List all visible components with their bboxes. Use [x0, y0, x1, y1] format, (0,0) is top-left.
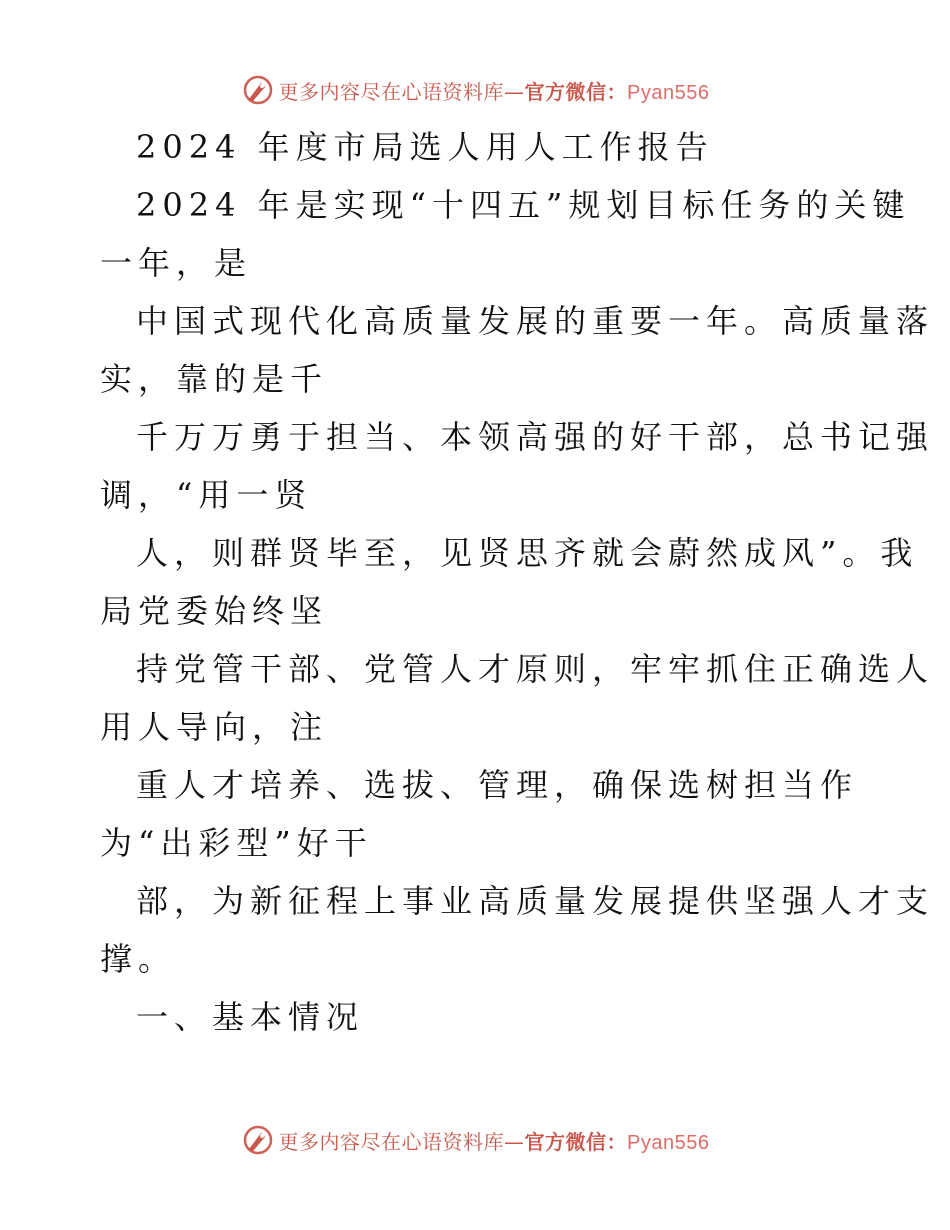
paragraph-line: 撑。 [100, 940, 177, 978]
watermark-text [279, 76, 710, 105]
paragraph-line: 用人导向，注 [100, 708, 329, 746]
watermark-header [0, 70, 950, 110]
watermark-dash: — [504, 79, 525, 104]
watermark-wechat-label: 官方微信： [524, 79, 628, 104]
paragraph-line: 调，“用一贤 [100, 476, 313, 514]
paragraph-line: 部，为新征程上事业高质量发展提供坚强人才支 [136, 882, 935, 920]
watermark-account: Pyan556 [627, 81, 710, 104]
watermark-main: 更多内容尽在心语资料库 [278, 1129, 505, 1154]
watermark-text [279, 1126, 710, 1155]
document-body [100, 118, 935, 1046]
pen-nib-circle-icon [241, 1123, 275, 1157]
document-title: 2024 年度市局选人用人工作报告 [136, 128, 714, 166]
watermark-main: 更多内容尽在心语资料库 [278, 79, 505, 104]
paragraph-line: 2024 年是实现“十四五”规划目标任务的关键 [136, 186, 911, 224]
paragraph-line: 重人才培养、选拔、管理，确保选树担当作 [136, 766, 859, 804]
paragraph-line: 中国式现代化高质量发展的重要一年。高质量落 [136, 302, 935, 340]
pen-nib-circle-icon [241, 73, 275, 107]
paragraph-line: 持党管干部、党管人才原则，牢牢抓住正确选人 [136, 650, 935, 688]
paragraph-line: 为“出彩型”好干 [100, 824, 373, 862]
paragraph-line: 局党委始终坚 [100, 592, 329, 630]
paragraph-line: 实，靠的是千 [100, 360, 329, 398]
watermark-wechat-label: 官方微信： [524, 1129, 628, 1154]
paragraph-line: 人，则群贤毕至，见贤思齐就会蔚然成风”。我 [136, 534, 919, 572]
watermark-footer [0, 1120, 950, 1160]
paragraph-line: 千万万勇于担当、本领高强的好干部，总书记强 [136, 418, 935, 456]
paragraph-line: 一年，是 [100, 244, 253, 282]
watermark-account: Pyan556 [627, 1131, 710, 1154]
watermark-dash: — [504, 1129, 525, 1154]
section-heading: 一、基本情况 [136, 998, 365, 1036]
